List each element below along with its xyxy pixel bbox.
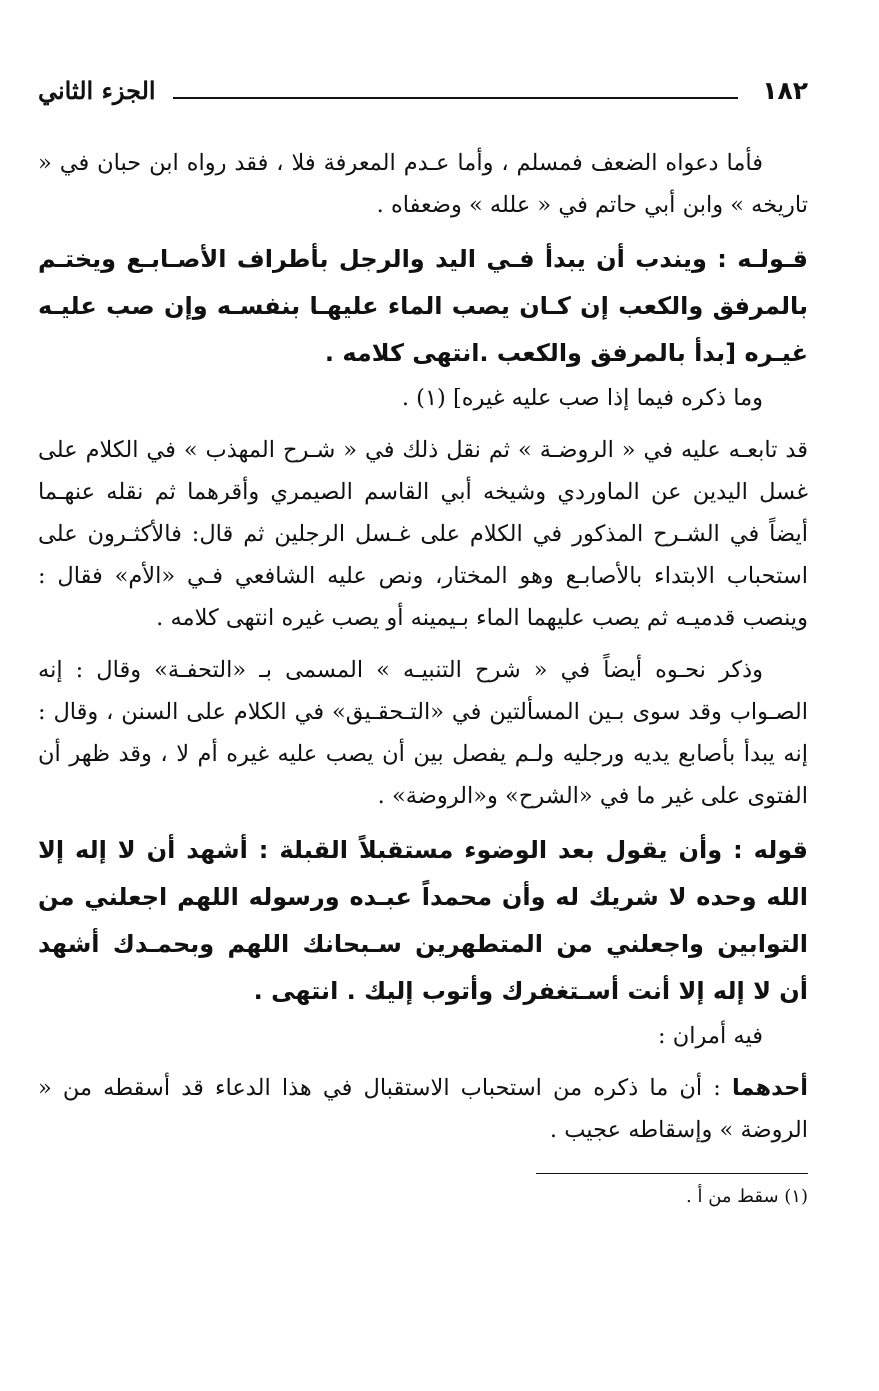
page-number: ١٨٢ [762,76,808,105]
page-header [38,70,808,112]
part-title: الجزء الثاني [38,76,156,105]
footnote: (١) سقط من أ . [686,1186,808,1207]
paragraph: فأما دعواه الضعف فمسلم ، وأما عـدم المعرفة فلا ، فقد رواه ابن حبان في « تاريخه » وابن أبي حاتم في « علله » وضعفاه . [38,150,808,218]
quoted-statement: قوله : وأن يقول بعد الوضوء مستقبلاً القبلة : أشهد أن لا إله إلا الله وحده لا شريك له وأن محمداً عبـده ورسوله اللهم اجعلني من التوابين واجعلني من المتطهرين سـبحانك اللهم وبحمـدك أشهد أن لا إله إلا أنت أسـتغفرك وأتوب إليك . انتهى . [38,836,808,1005]
quoted-statement: قـولـه : ويندب أن يبدأ فـي اليد والرجل بأطراف الأصـابـع ويختـم بالمرفق والكعب إن كـان يصب الماء عليهـا بنفسـه وإن صب عليـه غيـره [بدأ بالمرفق والكعب .انتهى كلامه . [38,245,808,367]
paragraph: وذكر نحـوه أيضاً في « شرح التنبيـه » المسمى بـ «التحفـة» وقال : إنه الصـواب وقد سوى بـين المسألتين في «التـحقـيق» في الكلام على السنن ، وقال : إنه يبدأ بأصابع يديه ورجليه ولـم يفصل بين أن يصب عليه غيره أم لا ، وقد ظهر أن الفتوى على غير ما في «الشرح» و«الروضة» . [38,657,808,809]
paragraph: فيه أمران : [658,1023,763,1049]
lead-word: أحدهما [731,1075,808,1101]
header-rule [173,97,738,99]
paragraph: قد تابعـه عليه في « الروضـة » ثم نقل ذلك في « شـرح المهذب » في الكلام على غسل اليدين عن الماوردي وشيخه أبي القاسم الصيمري وأقرهما ثم نقله عنهـما أيضاً في الشـرح المذكور في الكلام على غـسل الرجلين ثم قال: فالأكثـرون على استحباب الابتداء بالأصابـع وهو المختار، ونص عليه الشافعي فـي «الأم» فقال : وينصب قدميـه ثم يصب عليهما الماء بـيمينه أو يصب غيره انتهى كلامه . [38,437,808,631]
footnote-rule [536,1173,808,1174]
paragraph [38,1067,808,1151]
paragraph-rest: : أن ما ذكره من استحباب الاستقبال في هذا الدعاء قد أسقطه من « الروضة » وإسقاطه عجيب . [38,1075,808,1143]
body-text [38,142,808,1151]
paragraph: وما ذكره فيما إذا صب عليه غيره] (١) . [401,385,763,411]
book-page [38,70,808,1212]
